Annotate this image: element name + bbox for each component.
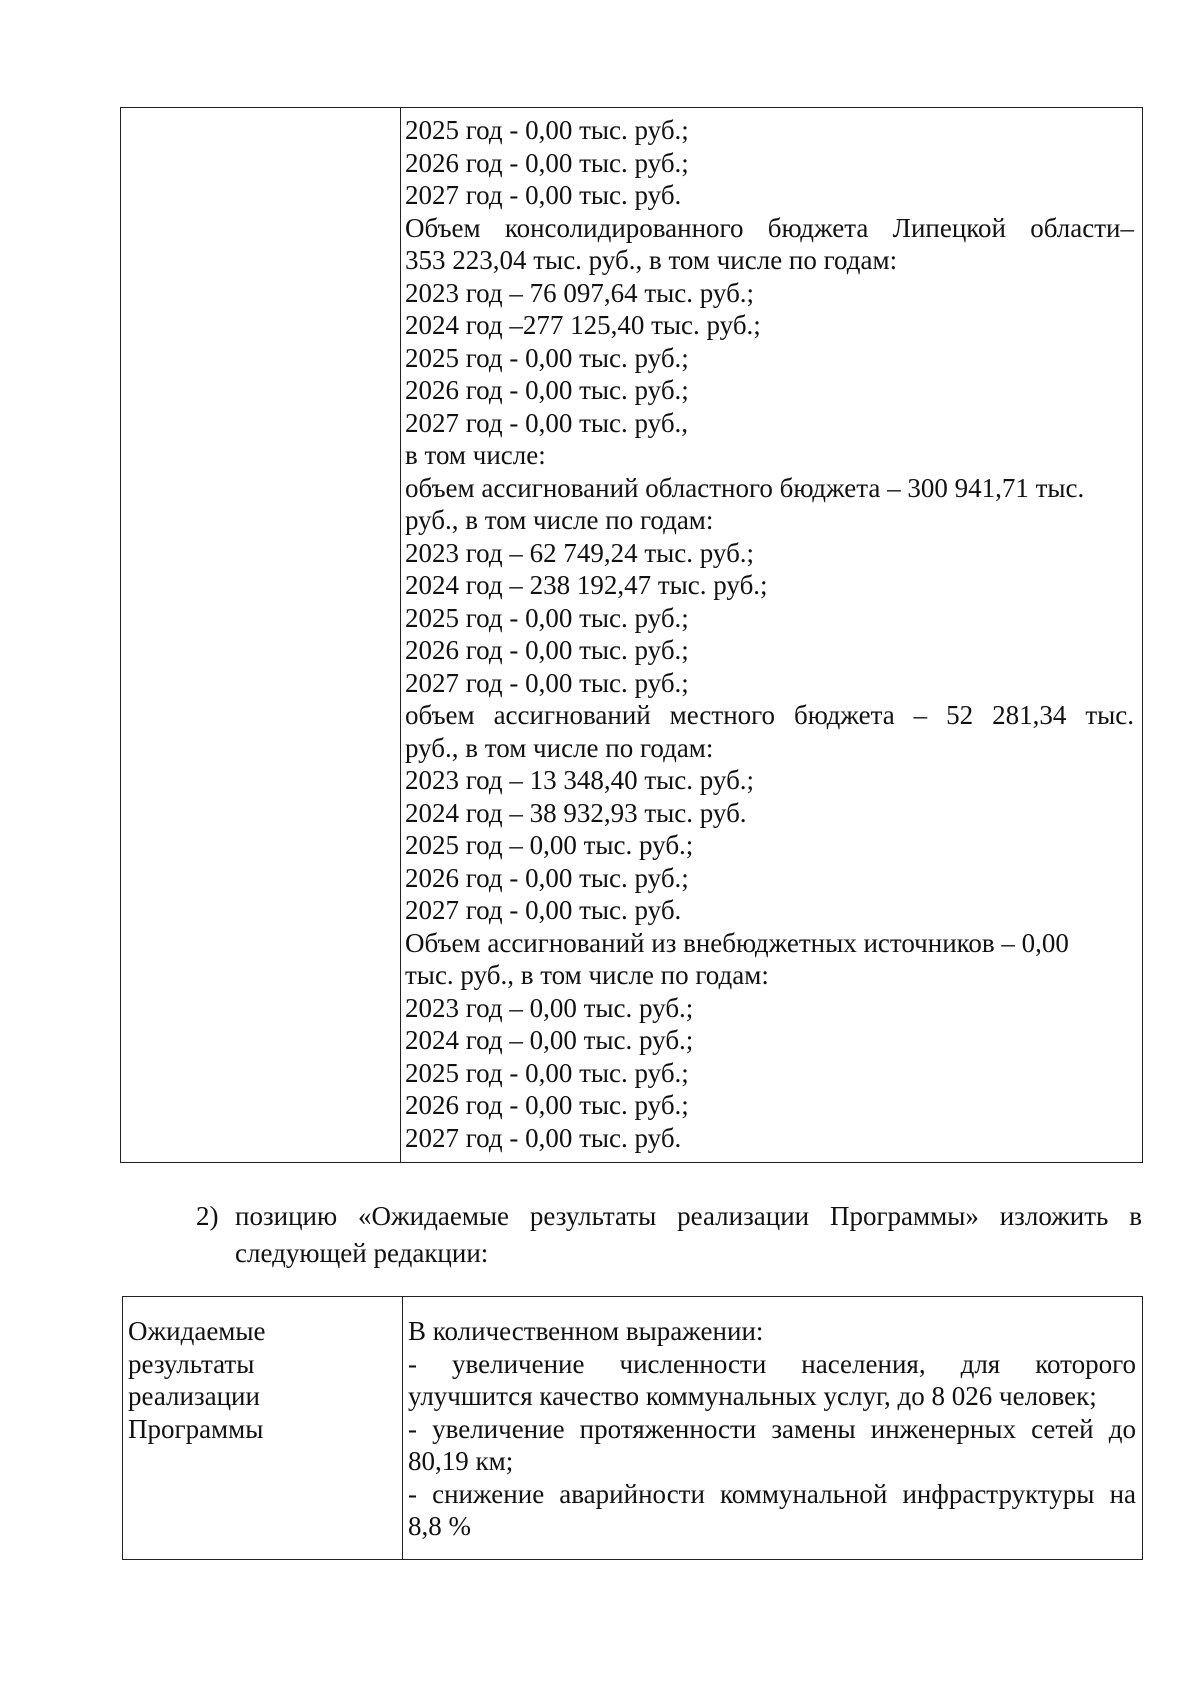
- funding-table-right-cell: [401, 108, 1143, 1163]
- funding-line: 2026 год - 0,00 тыс. руб.;: [405, 1090, 689, 1120]
- results-table: [122, 1296, 1143, 1560]
- funding-line: 2027 год - 0,00 тыс. руб.: [405, 1122, 682, 1153]
- results-line: - увеличение протяженности замены инженерных сетей до: [408, 1413, 1136, 1444]
- funding-line: 2026 год - 0,00 тыс. руб.;: [405, 635, 689, 665]
- results-table-label-cell: [123, 1297, 403, 1560]
- results-line: 8,8 %: [408, 1511, 471, 1541]
- table-row: [123, 1297, 1143, 1560]
- funding-line: руб., в том числе по годам:: [405, 732, 714, 763]
- funding-line: 2025 год - 0,00 тыс. руб.;: [405, 602, 689, 633]
- list-item-number: 2): [196, 1201, 219, 1231]
- table-row: [121, 108, 1143, 1163]
- funding-line: 2027 год - 0,00 тыс. руб.;: [405, 667, 689, 698]
- results-line: улучшится качество коммунальных услуг, до 8 026 человек;: [408, 1381, 1097, 1411]
- results-label-line: реализации: [128, 1381, 260, 1411]
- funding-line: 2027 год - 0,00 тыс. руб.: [405, 180, 682, 210]
- results-table-value-cell: [403, 1297, 1143, 1560]
- funding-line: 2024 год – 38 932,93 тыс. руб.: [405, 797, 747, 828]
- funding-line: 2025 год - 0,00 тыс. руб.;: [405, 342, 689, 373]
- list-item-line: позицию «Ожидаемые результаты реализации Программы» изложить в: [235, 1201, 1142, 1231]
- funding-line: Объем консолидированного бюджета Липецкой области–: [405, 212, 1134, 243]
- funding-line: 2024 год – 238 192,47 тыс. руб.;: [405, 570, 768, 600]
- results-line: - увеличение численности населения, для которого: [408, 1348, 1136, 1379]
- results-label-line: Ожидаемые: [128, 1316, 266, 1346]
- funding-line: 2027 год - 0,00 тыс. руб.,: [405, 407, 689, 438]
- funding-line: 2023 год – 13 348,40 тыс. руб.;: [405, 765, 755, 795]
- funding-line: в том числе:: [405, 440, 546, 470]
- funding-line: 2023 год – 76 097,64 тыс. руб.;: [405, 277, 755, 308]
- funding-line: 2024 год –277 125,40 тыс. руб.;: [405, 310, 761, 340]
- funding-line: 2025 год - 0,00 тыс. руб.;: [405, 1057, 689, 1088]
- funding-line: объем ассигнований областного бюджета – 300 941,71 тыс.: [405, 472, 1085, 503]
- results-label-line: результаты: [128, 1348, 255, 1379]
- funding-line: 2023 год – 0,00 тыс. руб.;: [405, 992, 694, 1023]
- funding-line: Объем ассигнований из внебюджетных источников – 0,00: [405, 927, 1069, 958]
- funding-line: 2023 год – 62 749,24 тыс. руб.;: [405, 537, 755, 568]
- funding-line: объем ассигнований местного бюджета – 52 281,34 тыс.: [405, 700, 1134, 730]
- funding-line: руб., в том числе по годам:: [405, 505, 714, 535]
- funding-line: тыс. руб., в том числе по годам:: [405, 960, 769, 990]
- funding-line: 2024 год – 0,00 тыс. руб.;: [405, 1025, 694, 1055]
- results-line: - снижение аварийности коммунальной инфраструктуры на: [408, 1478, 1136, 1509]
- results-line: 80,19 км;: [408, 1446, 514, 1476]
- funding-table-left-cell: [121, 108, 401, 1163]
- funding-line: 2026 год - 0,00 тыс. руб.;: [405, 862, 689, 893]
- list-item-line: следующей редакции:: [235, 1238, 489, 1268]
- funding-line: 353 223,04 тыс. руб., в том числе по годам:: [405, 245, 898, 275]
- results-label-line: Программы: [128, 1413, 264, 1444]
- funding-line: 2026 год - 0,00 тыс. руб.;: [405, 147, 689, 178]
- funding-line: 2025 год – 0,00 тыс. руб.;: [405, 830, 694, 860]
- funding-line: 2025 год - 0,00 тыс. руб.;: [405, 115, 689, 145]
- list-item-2: [196, 1198, 1142, 1272]
- funding-table: [120, 107, 1143, 1163]
- results-line: В количественном выражении:: [408, 1316, 764, 1346]
- funding-line: 2026 год - 0,00 тыс. руб.;: [405, 375, 689, 405]
- funding-line: 2027 год - 0,00 тыс. руб.: [405, 895, 682, 925]
- list-item-text: [235, 1198, 1142, 1272]
